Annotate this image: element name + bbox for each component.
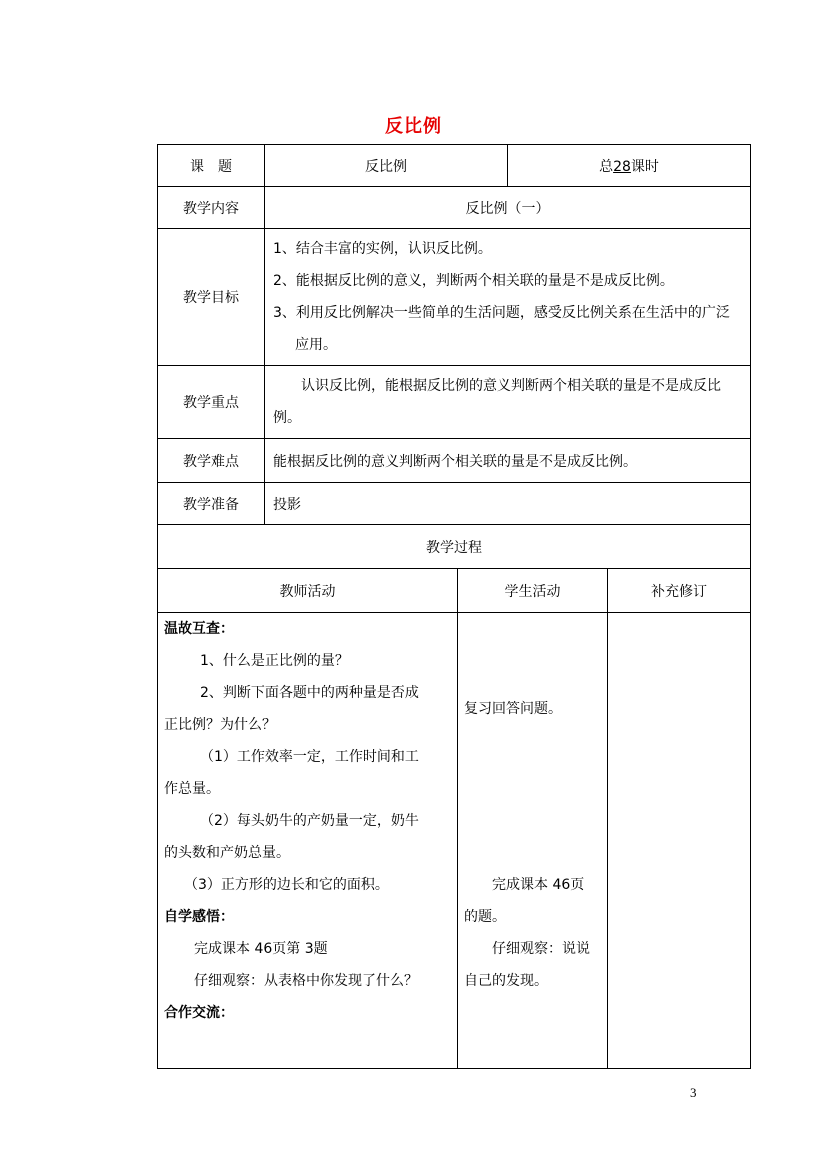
focus-label: 教学重点 (158, 366, 265, 439)
goals-row (158, 229, 751, 366)
difficulty-row (158, 439, 751, 483)
col-teacher: 教师活动 (158, 569, 458, 613)
review-q2-2b: 的头数和产奶总量。 (164, 845, 290, 861)
notes-cell (608, 613, 751, 1069)
total-prefix: 总 (599, 158, 614, 175)
review-q2-1b: 作总量。 (164, 781, 220, 797)
review-q2-3: （3）正方形的边长和它的面积。 (184, 877, 389, 893)
process-columns-row (158, 569, 751, 613)
goals-label: 教学目标 (158, 229, 265, 366)
review-q2-1a: （1）工作效率一定，工作时间和工 (200, 749, 419, 765)
preparation-value: 投影 (265, 483, 751, 525)
goal-item: 应用。 (295, 337, 337, 353)
process-heading-row (158, 525, 751, 569)
document-title: 反比例 (385, 116, 442, 137)
goal-item: 3、利用反比例解决一些简单的生活问题，感受反比例关系在生活中的广泛 (273, 305, 730, 321)
review-q1: 1、什么是正比例的量？ (200, 653, 349, 669)
review-q2-2a: （2）每头奶牛的产奶量一定，奶牛 (200, 813, 419, 829)
focus-row (158, 366, 751, 439)
page-number: 3 (690, 1085, 697, 1100)
goal-item: 1、结合丰富的实例，认识反比例。 (273, 241, 492, 257)
student-observe-a: 仔细观察：说说 (492, 941, 590, 957)
process-heading: 教学过程 (158, 525, 751, 569)
col-student: 学生活动 (458, 569, 608, 613)
student-task-b: 的题。 (464, 909, 506, 925)
review-q2a: 2、判断下面各题中的两种量是否成 (200, 685, 419, 701)
total-lessons (508, 145, 751, 187)
content-value: 反比例（一） (265, 187, 751, 229)
process-body-row (158, 613, 751, 1069)
self-study-2: 仔细观察：从表格中你发现了什么？ (194, 973, 418, 989)
focus-value: 认识反比例，能根据反比例的意义判断两个相关联的量是不是成反比例。 (273, 378, 721, 426)
coop-title: 合作交流： (164, 1005, 234, 1021)
content-label: 教学内容 (158, 187, 265, 229)
self-study-1: 完成课本 46页第 3题 (194, 941, 328, 957)
student-task-a: 完成课本 46页 (492, 877, 585, 893)
subject-row (158, 145, 751, 187)
subject-label: 课 题 (158, 145, 265, 187)
goal-item: 2、能根据反比例的意义，判断两个相关联的量是不是成反比例。 (273, 273, 674, 289)
subject-value: 反比例 (265, 145, 508, 187)
student-review: 复习回答问题。 (464, 701, 562, 717)
col-notes: 补充修订 (608, 569, 751, 613)
total-number: 28 (613, 158, 631, 175)
focus-cell (265, 366, 751, 439)
teacher-activity (158, 613, 458, 1069)
preparation-row (158, 483, 751, 525)
student-activity (458, 613, 608, 1069)
lesson-plan-table (157, 144, 751, 1069)
goals-list (265, 229, 751, 366)
self-study-title: 自学感悟： (164, 909, 234, 925)
difficulty-label: 教学难点 (158, 439, 265, 483)
review-title: 温故互查： (164, 621, 234, 637)
student-observe-b: 自己的发现。 (464, 973, 548, 989)
preparation-label: 教学准备 (158, 483, 265, 525)
content-row (158, 187, 751, 229)
review-q2b: 正比例？为什么？ (164, 717, 276, 733)
total-suffix: 课时 (630, 158, 659, 175)
difficulty-value: 能根据反比例的意义判断两个相关联的量是不是成反比例。 (265, 439, 751, 483)
